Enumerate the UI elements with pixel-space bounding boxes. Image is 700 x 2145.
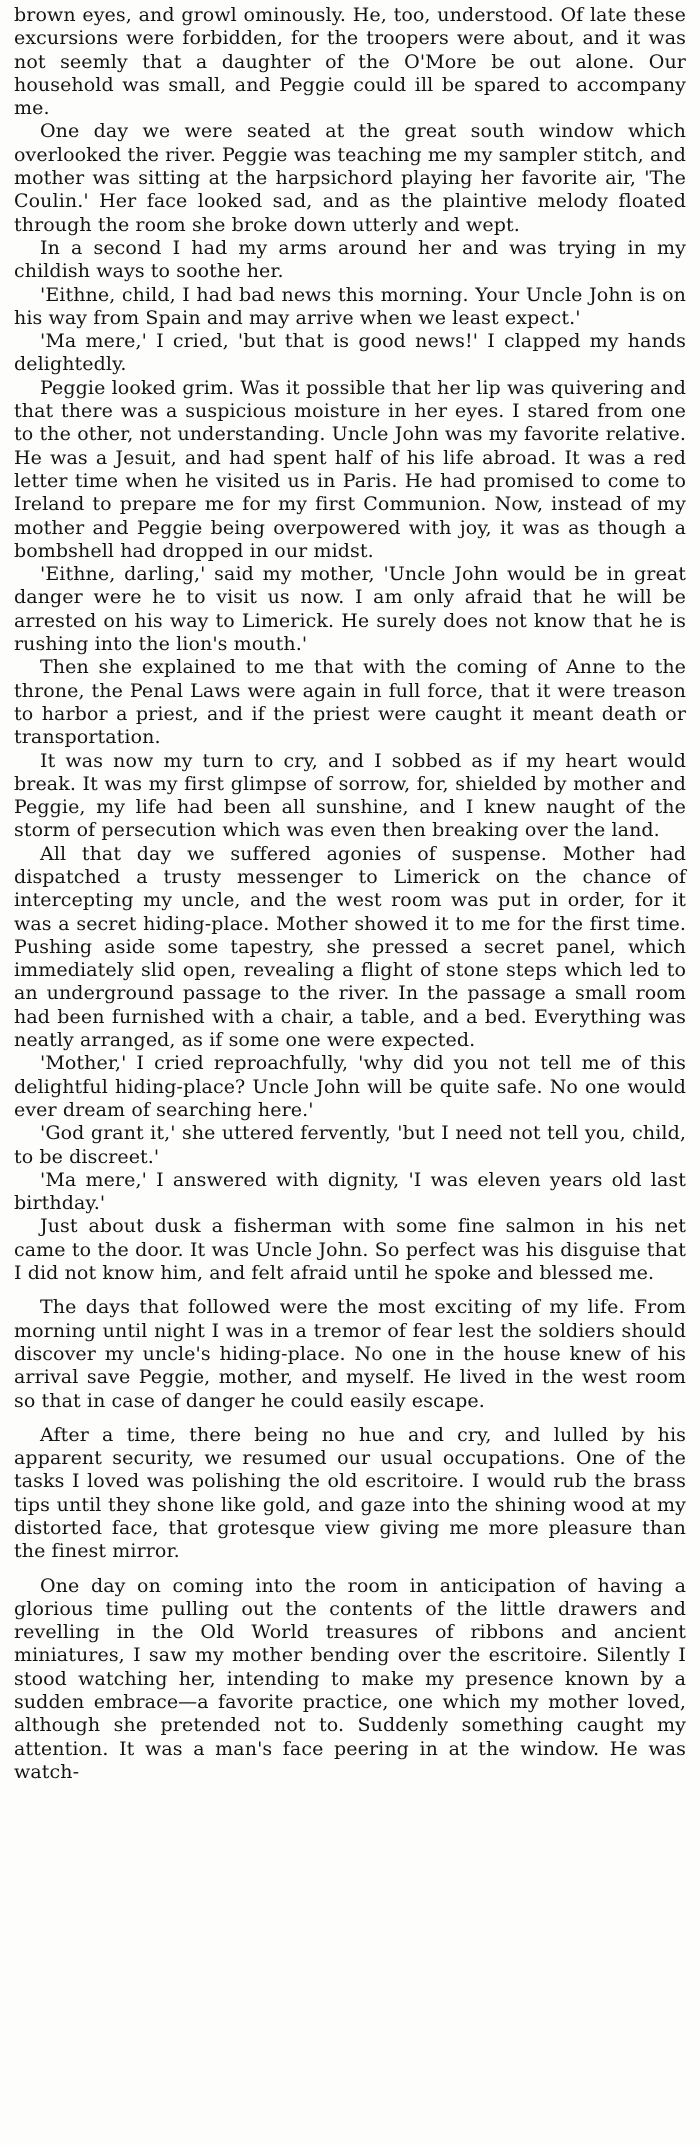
article-paragraph: The days that followed were the most exciting of my life. From morning until night I was in a tremor of fear lest the soldiers should discover my uncle's hiding-place. No one in the house knew of his arrival save Peggie, mother, and myself. He lived in the west room so that in case of danger he could easily escape.	[14, 1296, 686, 1412]
article-paragraph: 'Eithne, darling,' said my mother, 'Uncle John would be in great danger were he to visit us now. I am only afraid that he will be arrested on his way to Limerick. He surely does not know that he is rushing into the lion's mouth.'	[14, 563, 686, 656]
article-paragraph: brown eyes, and growl ominously. He, too, understood. Of late these excursions were forbidden, for the troopers were about, and it was not seemly that a daughter of the O'More be out alone. Our household was small, and Peggie could ill be spared to accompany me.	[14, 4, 686, 120]
article-paragraph: After a time, there being no hue and cry, and lulled by his apparent security, we resumed our usual occupations. One of the tasks I loved was polishing the old escritoire. I would rub the brass tips until they shone like gold, and gaze into the shining wood at my distorted face, that grotesque view giving me more pleasure than the finest mirror.	[14, 1423, 686, 1563]
article-paragraph: In a second I had my arms around her and was trying in my childish ways to soothe her.	[14, 236, 686, 283]
article-column	[14, 4, 686, 1784]
article-paragraph: Just about dusk a fisherman with some fine salmon in his net came to the door. It was Uncle John. So perfect was his disguise that I did not know him, and felt afraid until he spoke and blessed me.	[14, 1215, 686, 1285]
article-paragraph: 'Mother,' I cried reproachfully, 'why did you not tell me of this delightful hiding-place? Uncle John will be quite safe. No one would ever dream of searching here.'	[14, 1052, 686, 1121]
article-paragraph: One day on coming into the room in anticipation of having a glorious time pulling out the contents of the little drawers and revelling in the Old World treasures of ribbons and ancient miniatures, I saw my mother bending over the escritoire. Silently I stood watching her, intending to make my presence known by a sudden embrace—a favorite practice, one which my mother loved, although she pretended not to. Suddenly something caught my attention. It was a man's face peering in at the window. He was watch-	[14, 1574, 686, 1783]
article-paragraph: Peggie looked grim. Was it possible that her lip was quivering and that there was a suspicious moisture in her eyes. I stared from one to the other, not understanding. Uncle John was my favorite relative. He was a Jesuit, and had spent half of his life abroad. It was a red letter time when he visited us in Paris. He had promised to come to Ireland to prepare me for my first Communion. Now, instead of my mother and Peggie being overpowered with joy, it was as though a bombshell had dropped in our midst.	[14, 376, 686, 562]
article-paragraph: 'Ma mere,' I answered with dignity, 'I was eleven years old last birthday.'	[14, 1168, 686, 1215]
article-paragraph: 'God grant it,' she uttered fervently, 'but I need not tell you, child, to be discreet.'	[14, 1122, 686, 1168]
article-paragraph: It was now my turn to cry, and I sobbed as if my heart would break. It was my first glimpse of sorrow, for, shielded by mother and Peggie, my life had been all sunshine, and I knew naught of the storm of persecution which was even then breaking over the land.	[14, 749, 686, 842]
article-paragraph: All that day we suffered agonies of suspense. Mother had dispatched a trusty messenger to Limerick on the chance of intercepting my uncle, and the west room was put in order, for it was a secret hiding-place. Mother showed it to me for the first time. Pushing aside some tapestry, she pressed a secret panel, which immediately slid open, revealing a flight of stone steps which led to an underground passage to the river. In the passage a small room had been furnished with a chair, a table, and a bed. Everything was neatly arranged, as if some one were expected.	[14, 842, 686, 1052]
article-paragraph: One day we were seated at the great south window which overlooked the river. Peggie was teaching me my sampler stitch, and mother was sitting at the harpsichord playing her favorite air, 'The Coulin.' Her face looked sad, and as the plaintive melody floated through the room she broke down utterly and wept.	[14, 120, 686, 236]
article-paragraph: 'Ma mere,' I cried, 'but that is good news!' I clapped my hands delightedly.	[14, 330, 686, 376]
article-paragraph: Then she explained to me that with the coming of Anne to the throne, the Penal Laws were again in full force, that it were treason to harbor a priest, and if the priest were caught it meant death or transportation.	[14, 656, 686, 749]
article-paragraph: 'Eithne, child, I had bad news this morning. Your Uncle John is on his way from Spain and may arrive when we least expect.'	[14, 283, 686, 329]
